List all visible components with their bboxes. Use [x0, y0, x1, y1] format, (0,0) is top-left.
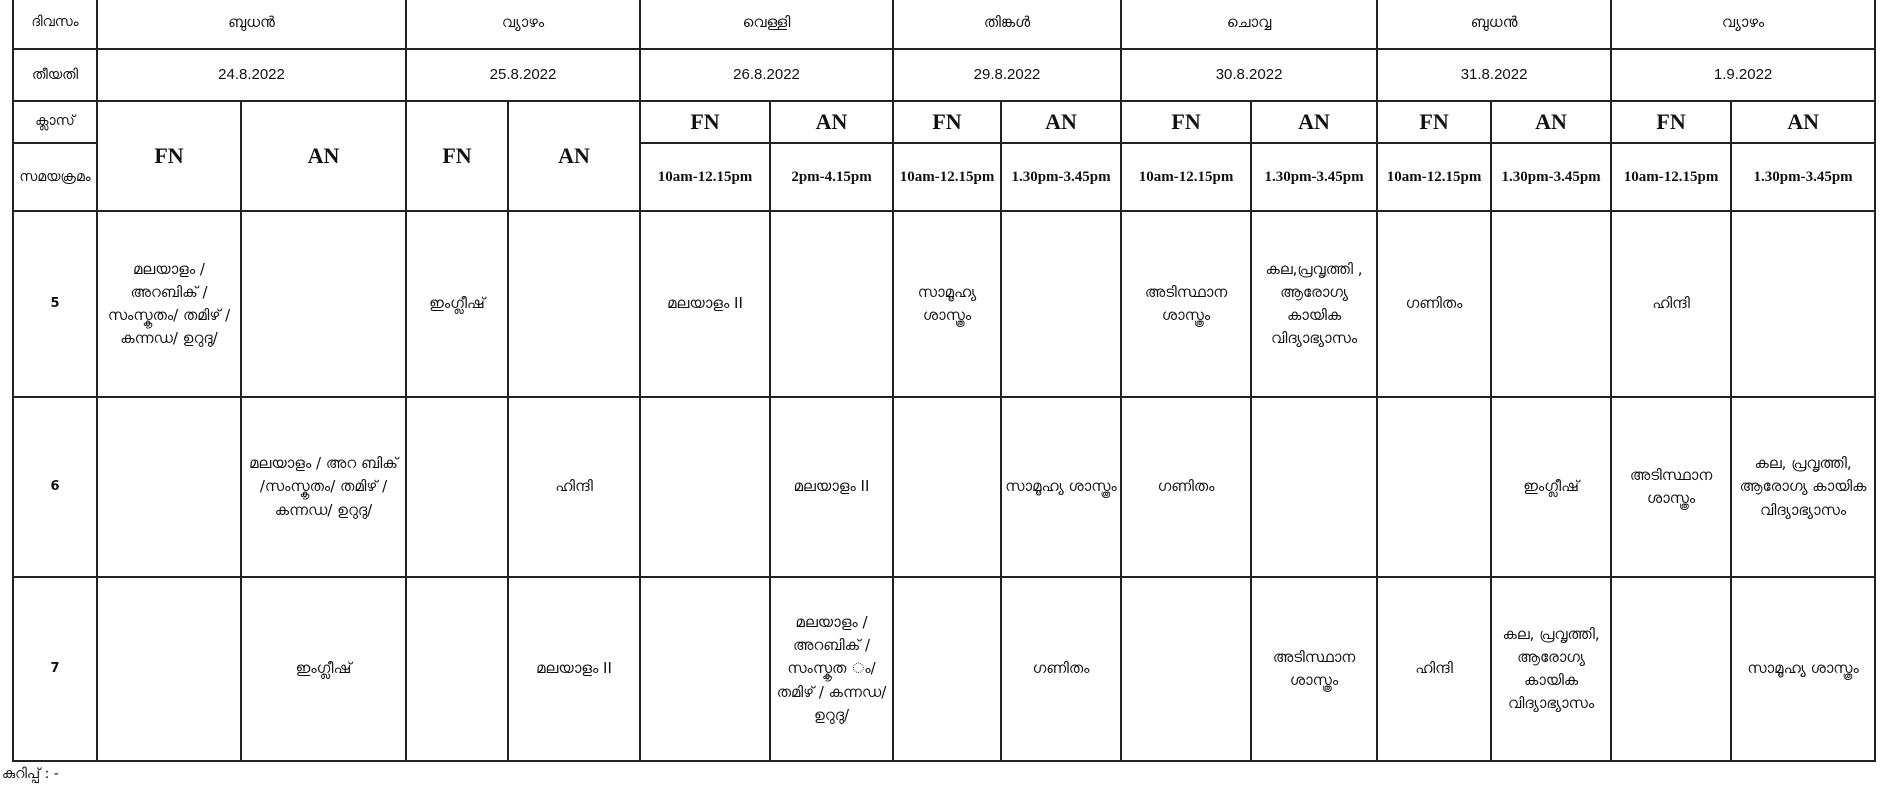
time-fn: 10am-12.15pm: [1611, 143, 1731, 211]
time-fn: 10am-12.15pm: [1121, 143, 1251, 211]
session-an: AN: [241, 101, 406, 211]
time-fn: 10am-12.15pm: [893, 143, 1001, 211]
day-name: വ്യാഴം: [406, 0, 640, 49]
subject-cell: മലയാളം / അറബിക് /സംസ്കൃത ം/തമിഴ് / കന്നഡ/ ഉറുദു/: [770, 577, 893, 761]
subject-cell: [1251, 397, 1377, 577]
session-an: AN: [770, 101, 893, 143]
exam-date: 29.8.2022: [893, 49, 1121, 101]
subject-cell: മലയാളം II: [508, 577, 640, 761]
subject-cell: അടിസ്ഥാന ശാസ്ത്രം: [1251, 577, 1377, 761]
date-label: തീയതി: [13, 49, 97, 101]
session-fn: FN: [893, 101, 1001, 143]
subject-cell: ഇംഗ്ലീഷ്: [406, 211, 508, 397]
time-an: 1.30pm-3.45pm: [1491, 143, 1611, 211]
subject-cell: [893, 397, 1001, 577]
subject-cell: [893, 577, 1001, 761]
subject-cell: മലയാളം II: [770, 397, 893, 577]
exam-date: 24.8.2022: [97, 49, 406, 101]
subject-cell: [508, 211, 640, 397]
day-name: ബുധൻ: [97, 0, 406, 49]
subject-cell: [406, 577, 508, 761]
day-name: ബുധൻ: [1377, 0, 1611, 49]
subject-cell: [770, 211, 893, 397]
day-row: [13, 0, 1875, 49]
subject-cell: കല, പ്രവൃത്തി, ആരോഗ്യ കായിക വിദ്യാഭ്യാസം: [1491, 577, 1611, 761]
exam-date: 30.8.2022: [1121, 49, 1377, 101]
subject-cell: [1001, 211, 1121, 397]
subject-cell: കല, പ്രവൃത്തി, ആരോഗ്യ കായിക വിദ്യാഭ്യാസം: [1731, 397, 1875, 577]
subject-cell: ഗണിതം: [1001, 577, 1121, 761]
class-number: 5: [13, 211, 97, 397]
subject-cell: [97, 397, 241, 577]
subject-cell: ഇംഗ്ലീഷ്: [241, 577, 406, 761]
class-number: 7: [13, 577, 97, 761]
subject-cell: [1731, 211, 1875, 397]
session-fn: FN: [406, 101, 508, 211]
session-an: AN: [1251, 101, 1377, 143]
exam-date: 25.8.2022: [406, 49, 640, 101]
time-fn: 10am-12.15pm: [640, 143, 770, 211]
session-an: AN: [1731, 101, 1875, 143]
subject-cell: [1611, 577, 1731, 761]
day-label: ദിവസം: [13, 0, 97, 49]
time-label: സമയക്രമം: [13, 143, 97, 211]
day-name: ചൊവ്വ: [1121, 0, 1377, 49]
session-fn: FN: [1611, 101, 1731, 143]
subject-cell: [1121, 577, 1251, 761]
timetable-body: [13, 0, 1875, 761]
subject-cell: സാമൂഹ്യ ശാസ്ത്രം: [1001, 397, 1121, 577]
subject-cell: ഇംഗ്ലീഷ്: [1491, 397, 1611, 577]
exam-date: 1.9.2022: [1611, 49, 1875, 101]
subject-cell: [1491, 211, 1611, 397]
class-row: [13, 397, 1875, 577]
session-fn: FN: [640, 101, 770, 143]
time-an: 1.30pm-3.45pm: [1251, 143, 1377, 211]
session-fn: FN: [97, 101, 241, 211]
subject-cell: മലയാളം II: [640, 211, 770, 397]
session-an: AN: [508, 101, 640, 211]
time-an: 2pm-4.15pm: [770, 143, 893, 211]
subject-cell: അടിസ്ഥാന ശാസ്ത്രം: [1121, 211, 1251, 397]
date-row: [13, 49, 1875, 101]
class-row: [13, 577, 1875, 761]
subject-cell: ഗണിതം: [1121, 397, 1251, 577]
subject-cell: സാമൂഹ്യ ശാസ്ത്രം: [893, 211, 1001, 397]
exam-date: 31.8.2022: [1377, 49, 1611, 101]
class-label: ക്ലാസ്: [13, 101, 97, 143]
exam-date: 26.8.2022: [640, 49, 893, 101]
day-name: വ്യാഴം: [1611, 0, 1875, 49]
class-number: 6: [13, 397, 97, 577]
time-fn: 10am-12.15pm: [1377, 143, 1491, 211]
subject-cell: [406, 397, 508, 577]
time-an: 1.30pm-3.45pm: [1731, 143, 1875, 211]
session-fn: FN: [1377, 101, 1491, 143]
note-label: കുറിപ്പ് : -: [2, 766, 59, 782]
subject-cell: ഗണിതം: [1377, 211, 1491, 397]
subject-cell: [640, 577, 770, 761]
class-row: [13, 211, 1875, 397]
session-row: [13, 101, 1875, 143]
subject-cell: മലയാളം / അറബിക് /സംസ്കൃതം/ തമിഴ് / കന്നഡ/ ഉറുദു/: [97, 211, 241, 397]
session-an: AN: [1001, 101, 1121, 143]
subject-cell: ഹിന്ദി: [508, 397, 640, 577]
subject-cell: സാമൂഹ്യ ശാസ്ത്രം: [1731, 577, 1875, 761]
subject-cell: അടിസ്ഥാന ശാസ്ത്രം: [1611, 397, 1731, 577]
subject-cell: കല,പ്രവൃത്തി , ആരോഗ്യ കായിക വിദ്യാഭ്യാസം: [1251, 211, 1377, 397]
subject-cell: [1377, 397, 1491, 577]
subject-cell: [97, 577, 241, 761]
exam-timetable: [12, 0, 1876, 762]
subject-cell: [241, 211, 406, 397]
day-name: തിങ്കൾ: [893, 0, 1121, 49]
subject-cell: [640, 397, 770, 577]
session-fn: FN: [1121, 101, 1251, 143]
day-name: വെള്ളി: [640, 0, 893, 49]
subject-cell: മലയാളം / അറ ബിക് /സംസ്കൃതം/ തമിഴ് / കന്നഡ/ ഉറുദു/: [241, 397, 406, 577]
session-an: AN: [1491, 101, 1611, 143]
subject-cell: ഹിന്ദി: [1611, 211, 1731, 397]
subject-cell: ഹിന്ദി: [1377, 577, 1491, 761]
time-an: 1.30pm-3.45pm: [1001, 143, 1121, 211]
